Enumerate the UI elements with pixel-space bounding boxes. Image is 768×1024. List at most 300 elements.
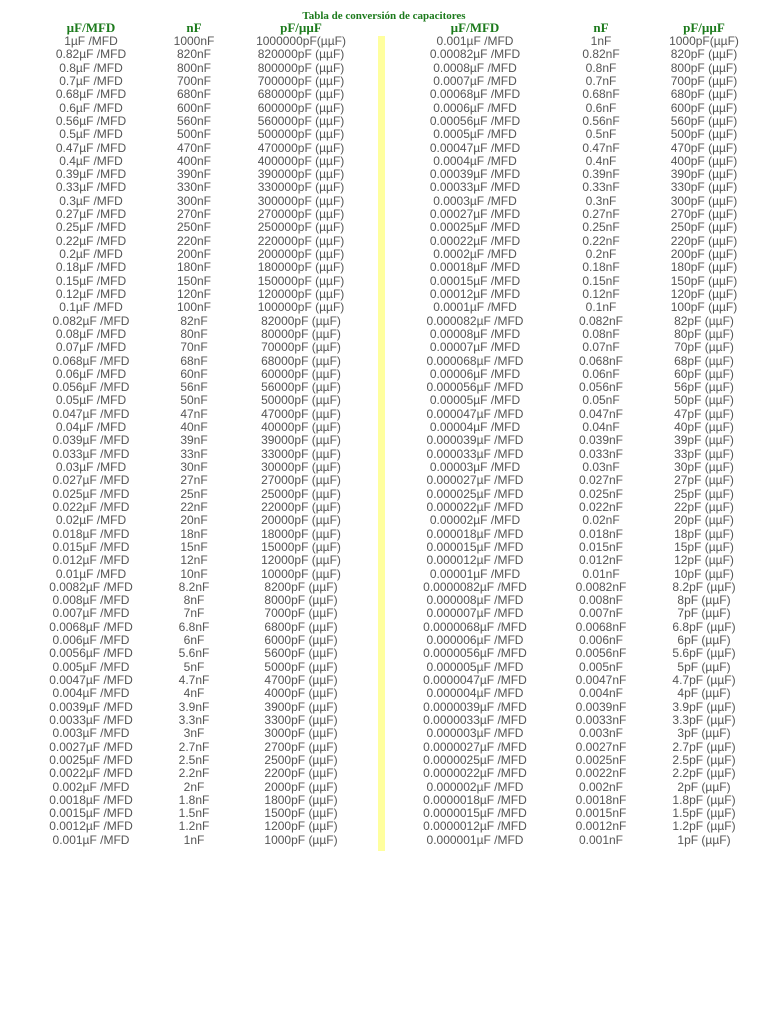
table-cell: 0.0000033µF /MFD <box>423 712 527 727</box>
table-cell: 180000pF (µµF) <box>257 260 345 275</box>
table-cell: 25nF <box>180 486 208 501</box>
table-cell: 0.000003µF /MFD <box>426 726 524 741</box>
table-cell: 680000pF (µµF) <box>257 87 345 102</box>
table-cell: 56nF <box>180 380 208 395</box>
table-cell: 0.0000039µF /MFD <box>423 699 527 714</box>
table-cell: 15nF <box>180 539 208 554</box>
table-cell: 6.8nF <box>178 619 210 634</box>
table-cell: 0.12nF <box>582 286 620 301</box>
table-cell: 0.05nF <box>582 393 620 408</box>
table-cell: 300pF (µµF) <box>670 193 738 208</box>
table-cell: 0.0000022µF /MFD <box>423 766 527 781</box>
table-cell: 8200pF (µµF) <box>264 579 338 594</box>
table-cell: 7nF <box>183 606 205 621</box>
table-cell: 0.0005µF /MFD <box>433 127 517 142</box>
table-cell: 39000pF (µµF) <box>261 433 341 448</box>
table-cell: 68000pF (µµF) <box>261 353 341 368</box>
table-cell: 6pF (µµF) <box>677 633 731 648</box>
table-cell: 0.0004µF /MFD <box>433 153 517 168</box>
table-cell: 0.00025µF /MFD <box>429 220 521 235</box>
table-cell: 40nF <box>180 420 208 435</box>
table-cell: 0.08µF /MFD <box>55 326 127 341</box>
table-cell: 30nF <box>180 460 208 474</box>
table-cell: 2.2nF <box>178 766 210 781</box>
table-cell: 0.56µF /MFD <box>55 113 127 128</box>
table-cell: 150nF <box>176 273 212 288</box>
table-cell: 0.000005µF /MFD <box>426 659 524 674</box>
table-cell: 330nF <box>176 180 212 195</box>
table-cell: 6000pF (µµF) <box>264 633 338 648</box>
table-cell: 0.04µF /MFD <box>55 420 127 435</box>
table-cell: 0.000068µF /MFD <box>426 353 524 368</box>
table-cell: 250000pF (µµF) <box>257 220 345 235</box>
table-cell: 2.7nF <box>178 739 210 754</box>
table-cell: 2200pF (µµF) <box>264 766 338 781</box>
table-cell: 56000pF (µµF) <box>261 380 341 395</box>
table-cell: 0.0056µF /MFD <box>49 646 133 661</box>
table-cell: 0.0018µF /MFD <box>49 792 133 807</box>
table-cell: 390pF (µµF) <box>670 167 738 182</box>
table-cell: 0.4nF <box>585 153 617 168</box>
table-cell: 0.0047nF <box>575 673 627 687</box>
table-cell: 0.00005µF /MFD <box>429 393 521 408</box>
table-cell: 70nF <box>180 340 208 355</box>
table-cell: 80nF <box>180 326 208 341</box>
table-cell: 0.0015nF <box>575 806 627 821</box>
table-cell: 180nF <box>176 260 212 275</box>
table-cell: 22nF <box>180 499 208 514</box>
table-cell: 6nF <box>183 633 205 648</box>
column-nf-right <box>567 35 635 847</box>
table-cell: 68nF <box>180 353 208 368</box>
table-cell: 0.002nF <box>578 779 624 794</box>
table-cell: 0.0027nF <box>575 739 627 754</box>
table-cell: 50nF <box>180 393 208 408</box>
table-cell: 18pF (µµF) <box>674 526 734 541</box>
table-cell: 40pF (µµF) <box>674 420 734 435</box>
table-cell: 0.000012µF /MFD <box>426 553 524 568</box>
table-cell: 0.0000018µF /MFD <box>423 792 527 807</box>
table-cell: 0.000004µF /MFD <box>426 686 524 701</box>
table-cell: 0.000006µF /MFD <box>426 633 524 648</box>
table-cell: 4.7nF <box>178 673 210 687</box>
table-cell: 5600pF (µµF) <box>264 646 338 661</box>
table-cell: 0.0025nF <box>575 752 627 767</box>
table-cell: 0.47µF /MFD <box>55 140 127 155</box>
table-cell: 820000pF (µµF) <box>257 47 345 62</box>
table-cell: 0.027µF /MFD <box>52 473 130 488</box>
table-cell: 0.000025µF /MFD <box>426 486 524 501</box>
table-cell: 1000pF (µµF) <box>264 832 338 847</box>
table-cell: 0.0000068µF /MFD <box>423 619 527 634</box>
table-cell: 3nF <box>183 726 205 741</box>
table-cell: 470nF <box>176 140 212 155</box>
table-cell: 3.9nF <box>178 699 210 714</box>
table-cell: 0.012nF <box>578 553 624 568</box>
table-cell: 800nF <box>176 60 212 75</box>
table-cell: 1000nF <box>173 34 215 48</box>
table-cell: 22000pF (µµF) <box>261 499 341 514</box>
table-cell: 100000pF (µµF) <box>257 300 345 315</box>
table-cell: 0.0025µF /MFD <box>49 752 133 767</box>
table-cell: 200000pF (µµF) <box>257 247 345 261</box>
table-cell: 2500pF (µµF) <box>264 752 338 767</box>
table-cell: 80000pF (µµF) <box>261 326 341 341</box>
table-cell: 0.0000047µF /MFD <box>423 673 527 687</box>
table-cell: 0.25µF /MFD <box>55 220 127 235</box>
table-cell: 150000pF (µµF) <box>257 273 345 288</box>
table-cell: 50pF (µµF) <box>674 393 734 408</box>
table-cell: 0.82nF <box>582 47 620 62</box>
table-cell: 0.7µF /MFD <box>59 73 123 88</box>
table-cell: 33nF <box>180 446 208 461</box>
table-cell: 0.000001µF /MFD <box>426 832 524 847</box>
table-cell: 5.6pF (µµF) <box>672 646 736 661</box>
table-cell: 0.01µF /MFD <box>55 566 127 581</box>
table-cell: 0.0056nF <box>575 646 627 661</box>
table-cell: 100nF <box>176 300 212 315</box>
table-cell: 1.8pF (µµF) <box>672 792 736 807</box>
table-cell: 3000pF (µµF) <box>264 726 338 741</box>
table-cell: 10000pF (µµF) <box>261 566 341 581</box>
table-cell: 1.2nF <box>178 819 210 834</box>
table-cell: 20nF <box>180 513 208 528</box>
table-cell: 470000pF (µµF) <box>257 140 345 155</box>
table-cell: 1500pF (µµF) <box>264 806 338 821</box>
table-cell: 390nF <box>176 167 212 182</box>
table-cell: 1.8nF <box>178 792 210 807</box>
table-cell: 82nF <box>180 313 208 328</box>
table-cell: 0.1µF /MFD <box>59 300 123 315</box>
table-cell: 0.00056µF /MFD <box>429 113 521 128</box>
table-cell: 33pF (µµF) <box>674 446 734 461</box>
table-cell: 0.0027µF /MFD <box>49 739 133 754</box>
table-cell: 3pF (µµF) <box>677 726 731 741</box>
table-cell: 0.003nF <box>578 726 624 741</box>
table-cell: 60pF (µµF) <box>674 366 734 381</box>
table-cell: 5.6nF <box>178 646 210 661</box>
table-cell: 0.33nF <box>582 180 620 195</box>
table-cell: 1pF (µµF) <box>677 832 731 847</box>
table-cell: 0.06nF <box>582 366 620 381</box>
table-cell: 0.0000027µF /MFD <box>423 739 527 754</box>
table-cell: 0.02µF /MFD <box>55 513 127 528</box>
table-cell: 3900pF (µµF) <box>264 699 338 714</box>
table-cell: 700000pF (µµF) <box>257 73 345 88</box>
table-cell: 0.000082µF /MFD <box>426 313 524 328</box>
table-cell: 0.00001µF /MFD <box>429 566 521 581</box>
table-cell: 0.022µF /MFD <box>52 499 130 514</box>
table-cell: 2.5nF <box>178 752 210 767</box>
table-cell: 700pF (µµF) <box>670 73 738 88</box>
table-cell: 0.0000056µF /MFD <box>423 646 527 661</box>
table-cell: 5000pF (µµF) <box>264 659 338 674</box>
table-cell: 2.2pF (µµF) <box>672 766 736 781</box>
table-cell: 0.0008µF /MFD <box>433 60 517 75</box>
table-cell: 50000pF (µµF) <box>261 393 341 408</box>
table-cell: 0.0033µF /MFD <box>49 712 133 727</box>
table-cell: 5pF (µµF) <box>677 659 731 674</box>
table-cell: 0.00002µF /MFD <box>429 513 521 528</box>
table-cell: 0.068µF /MFD <box>52 353 130 368</box>
table-cell: 0.0002µF /MFD <box>433 247 517 261</box>
table-cell: 0.004µF /MFD <box>52 686 130 701</box>
table-cell: 470pF (µµF) <box>670 140 738 155</box>
table-cell: 0.0001µF /MFD <box>433 300 517 315</box>
table-cell: 1nF <box>183 832 205 847</box>
table-cell: 0.0022nF <box>575 766 627 781</box>
table-cell: 300nF <box>176 193 212 208</box>
table-cell: 0.00006µF /MFD <box>429 366 521 381</box>
table-cell: 0.03µF /MFD <box>55 460 127 474</box>
table-cell: 70pF (µµF) <box>674 340 734 355</box>
table-cell: 0.00018µF /MFD <box>429 260 521 275</box>
table-cell: 27nF <box>180 473 208 488</box>
table-cell: 0.2µF /MFD <box>59 247 123 261</box>
table-cell: 0.000008µF /MFD <box>426 593 524 608</box>
table-cell: 7pF (µµF) <box>677 606 731 621</box>
table-cell: 3.3nF <box>178 712 210 727</box>
table-cell: 0.02nF <box>582 513 620 528</box>
table-cell: 0.0006µF /MFD <box>433 100 517 115</box>
table-cell: 390000pF (µµF) <box>257 167 345 182</box>
table-cell: 0.001µF /MFD <box>436 34 514 48</box>
table-cell: 0.8nF <box>585 60 617 75</box>
table-cell: 680pF (µµF) <box>670 87 738 102</box>
table-cell: 8nF <box>183 593 205 608</box>
table-cell: 560pF (µµF) <box>670 113 738 128</box>
table-cell: 0.056nF <box>578 380 624 395</box>
table-cell: 10nF <box>180 566 208 581</box>
header-uf-mfd-left: µF/MFD <box>66 20 116 35</box>
table-cell: 4pF (µµF) <box>677 686 731 701</box>
table-cell: 0.0082µF /MFD <box>49 579 133 594</box>
table-cell: 2000pF (µµF) <box>264 779 338 794</box>
table-cell: 0.000039µF /MFD <box>426 433 524 448</box>
table-cell: 0.00004µF /MFD <box>429 420 521 435</box>
table-cell: 0.000002µF /MFD <box>426 779 524 794</box>
table-cell: 0.8µF /MFD <box>59 60 123 75</box>
table-cell: 3.3pF (µµF) <box>672 712 736 727</box>
table-cell: 600pF (µµF) <box>670 100 738 115</box>
table-cell: 0.56nF <box>582 113 620 128</box>
table-cell: 800pF (µµF) <box>670 60 738 75</box>
table-cell: 0.6µF /MFD <box>59 100 123 115</box>
table-cell: 4.7pF (µµF) <box>672 673 736 687</box>
header-pf-left: pF/µµF <box>280 20 322 35</box>
table-cell: 22pF (µµF) <box>674 499 734 514</box>
table-cell: 15000pF (µµF) <box>261 539 341 554</box>
table-cell: 7000pF (µµF) <box>264 606 338 621</box>
table-cell: 4nF <box>183 686 205 701</box>
table-cell: 0.027nF <box>578 473 624 488</box>
table-cell: 560000pF (µµF) <box>257 113 345 128</box>
table-cell: 0.015µF /MFD <box>52 539 130 554</box>
table-cell: 8000pF (µµF) <box>264 593 338 608</box>
table-cell: 25pF (µµF) <box>674 486 734 501</box>
table-cell: 800000pF (µµF) <box>257 60 345 75</box>
table-cell: 0.05µF /MFD <box>55 393 127 408</box>
table-cell: 0.0000015µF /MFD <box>423 806 527 821</box>
table-cell: 39nF <box>180 433 208 448</box>
table-cell: 0.082µF /MFD <box>52 313 130 328</box>
table-cell: 0.00007µF /MFD <box>429 340 521 355</box>
table-cell: 60nF <box>180 366 208 381</box>
table-cell: 0.006µF /MFD <box>52 633 130 648</box>
table-cell: 0.27nF <box>582 207 620 222</box>
table-cell: 680nF <box>176 87 212 102</box>
table-cell: 400000pF (µµF) <box>257 153 345 168</box>
table-cell: 47pF (µµF) <box>674 406 734 421</box>
table-cell: 0.0022µF /MFD <box>49 766 133 781</box>
table-cell: 0.002µF /MFD <box>52 779 130 794</box>
table-cell: 2.7pF (µµF) <box>672 739 736 754</box>
table-cell: 200nF <box>176 247 212 261</box>
table-cell: 1.2pF (µµF) <box>672 819 736 834</box>
table-cell: 0.39nF <box>582 167 620 182</box>
table-cell: 0.0012nF <box>575 819 627 834</box>
table-cell: 0.001µF /MFD <box>52 832 130 847</box>
table-cell: 0.0018nF <box>575 792 627 807</box>
table-cell: 820nF <box>176 47 212 62</box>
table-cell: 0.047µF /MFD <box>52 406 130 421</box>
table-cell: 0.5nF <box>585 127 617 142</box>
table-cell: 500pF (µµF) <box>670 127 738 142</box>
table-cell: 0.08nF <box>582 326 620 341</box>
table-cell: 0.07nF <box>582 340 620 355</box>
table-cell: 0.39µF /MFD <box>55 167 127 182</box>
table-cell: 0.008nF <box>578 593 624 608</box>
table-cell: 0.0039µF /MFD <box>49 699 133 714</box>
table-cell: 250nF <box>176 220 212 235</box>
table-cell: 250pF (µµF) <box>670 220 738 235</box>
table-cell: 120pF (µµF) <box>670 286 738 301</box>
table-cell: 82pF (µµF) <box>674 313 734 328</box>
table-cell: 20pF (µµF) <box>674 513 734 528</box>
table-cell: 56pF (µµF) <box>674 380 734 395</box>
table-cell: 0.00015µF /MFD <box>429 273 521 288</box>
table-cell: 220nF <box>176 233 212 248</box>
header-nf-left: nF <box>186 20 202 35</box>
table-cell: 400pF (µµF) <box>670 153 738 168</box>
table-cell: 8.2nF <box>178 579 210 594</box>
table-cell: 120000pF (µµF) <box>257 286 345 301</box>
table-cell: 0.056µF /MFD <box>52 380 130 395</box>
table-cell: 0.47nF <box>582 140 620 155</box>
header-uf-mfd-right: µF/MFD <box>450 20 500 35</box>
table-cell: 0.0003µF /MFD <box>433 193 517 208</box>
table-cell: 0.000007µF /MFD <box>426 606 524 621</box>
table-cell: 0.0012µF /MFD <box>49 819 133 834</box>
page-title: Tabla de conversión de capacitores <box>302 10 466 22</box>
table-cell: 47000pF (µµF) <box>261 406 341 421</box>
header-nf-right: nF <box>593 20 609 35</box>
table-cell: 2pF (µµF) <box>677 779 731 794</box>
table-cell: 0.82µF /MFD <box>55 47 127 62</box>
table-cell: 0.007µF /MFD <box>52 606 130 621</box>
table-cell: 2nF <box>183 779 205 794</box>
table-cell: 18nF <box>180 526 208 541</box>
table-cell: 4000pF (µµF) <box>264 686 338 701</box>
table-cell: 8pF (µµF) <box>677 593 731 608</box>
table-cell: 0.000027µF /MFD <box>426 473 524 488</box>
table-cell: 0.18nF <box>582 260 620 275</box>
table-cell: 200pF (µµF) <box>670 247 738 261</box>
table-cell: 0.001nF <box>578 832 624 847</box>
table-cell: 400nF <box>176 153 212 168</box>
table-cell: 0.0000012µF /MFD <box>423 819 527 834</box>
table-cell: 0.68µF /MFD <box>55 87 127 102</box>
table-cell: 15pF (µµF) <box>674 539 734 554</box>
table-cell: 40000pF (µµF) <box>261 420 341 435</box>
table-cell: 330pF (µµF) <box>670 180 738 195</box>
table-cell: 0.000018µF /MFD <box>426 526 524 541</box>
table-cell: 6800pF (µµF) <box>264 619 338 634</box>
table-cell: 0.00027µF /MFD <box>429 207 521 222</box>
table-cell: 39pF (µµF) <box>674 433 734 448</box>
table-cell: 0.15µF /MFD <box>55 273 127 288</box>
table-cell: 0.0047µF /MFD <box>49 673 133 687</box>
column-pf-left <box>240 35 362 847</box>
table-cell: 70000pF (µµF) <box>261 340 341 355</box>
table-cell: 0.06µF /MFD <box>55 366 127 381</box>
table-cell: 600000pF (µµF) <box>257 100 345 115</box>
table-cell: 0.5µF /MFD <box>59 127 123 142</box>
table-cell: 0.00082µF /MFD <box>429 47 521 62</box>
table-cell: 0.000056µF /MFD <box>426 380 524 395</box>
table-cell: 0.005nF <box>578 659 624 674</box>
table-cell: 0.03nF <box>582 460 620 474</box>
table-cell: 0.3nF <box>585 193 617 208</box>
table-cell: 33000pF (µµF) <box>261 446 341 461</box>
table-cell: 0.25nF <box>582 220 620 235</box>
table-cell: 0.0068µF /MFD <box>49 619 133 634</box>
table-cell: 0.0039nF <box>575 699 627 714</box>
table-cell: 0.4µF /MFD <box>59 153 123 168</box>
table-cell: 0.3µF /MFD <box>59 193 123 208</box>
table-cell: 220000pF (µµF) <box>257 233 345 248</box>
table-cell: 68pF (µµF) <box>674 353 734 368</box>
table-cell: 6.8pF (µµF) <box>672 619 736 634</box>
table-cell: 60000pF (µµF) <box>261 366 341 381</box>
table-cell: 0.018nF <box>578 526 624 541</box>
table-cell: 30pF (µµF) <box>674 460 734 474</box>
table-cell: 0.01nF <box>582 566 620 581</box>
table-cell: 0.068nF <box>578 353 624 368</box>
table-cell: 0.12µF /MFD <box>55 286 127 301</box>
column-nf-left <box>163 35 225 847</box>
table-cell: 30000pF (µµF) <box>261 460 341 474</box>
table-cell: 0.003µF /MFD <box>52 726 130 741</box>
table-cell: 1.5pF (µµF) <box>672 806 736 821</box>
table-cell: 12nF <box>180 553 208 568</box>
table-cell: 560nF <box>176 113 212 128</box>
table-cell: 25000pF (µµF) <box>261 486 341 501</box>
table-cell: 0.0068nF <box>575 619 627 634</box>
table-cell: 700nF <box>176 73 212 88</box>
table-cell: 1µF /MFD <box>64 34 118 48</box>
table-cell: 0.0000025µF /MFD <box>423 752 527 767</box>
table-cell: 0.006nF <box>578 633 624 648</box>
table-cell: 0.018µF /MFD <box>52 526 130 541</box>
table-cell: 0.005µF /MFD <box>52 659 130 674</box>
table-cell: 0.025nF <box>578 486 624 501</box>
table-cell: 12pF (µµF) <box>674 553 734 568</box>
table-cell: 0.22µF /MFD <box>55 233 127 248</box>
table-cell: 0.18µF /MFD <box>55 260 127 275</box>
table-cell: 0.000015µF /MFD <box>426 539 524 554</box>
table-cell: 80pF (µµF) <box>674 326 734 341</box>
